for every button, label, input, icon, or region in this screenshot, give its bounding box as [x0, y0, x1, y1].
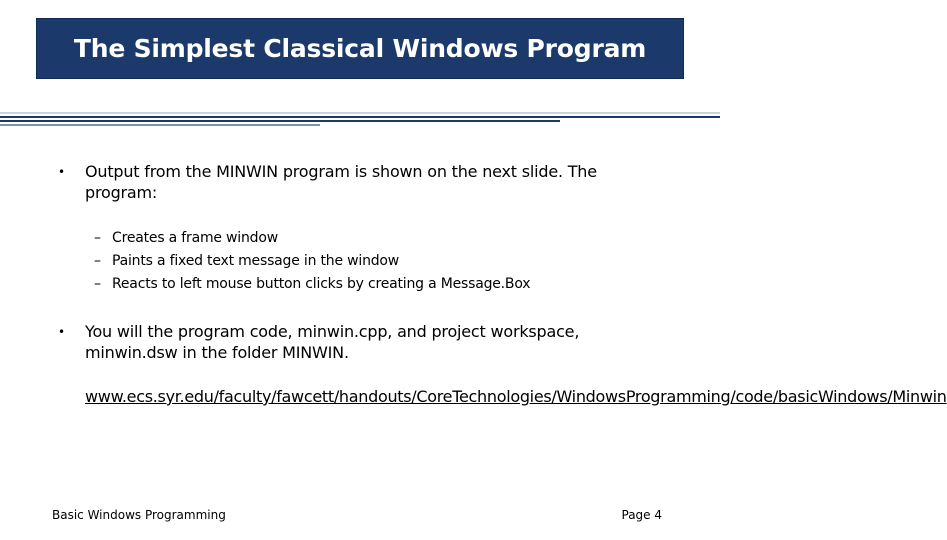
- dash-marker: –: [94, 276, 101, 292]
- rule-line: [0, 124, 320, 126]
- sub-item-text: Paints a fixed text message in the window: [112, 253, 400, 269]
- sub-item-text: Creates a frame window: [112, 230, 278, 246]
- page-number: Page 4: [621, 508, 662, 522]
- bullet-marker: •: [58, 165, 66, 179]
- sub-list-item: [94, 227, 654, 250]
- rule-line: [0, 120, 560, 122]
- folder-url-link[interactable]: www.ecs.syr.edu/faculty/fawcett/handouts/CoreTechnologies/WindowsProgramming/code/basicWindows/Minwin: [85, 387, 947, 406]
- slide-title: The Simplest Classical Windows Program: [73, 34, 647, 63]
- sub-item-text: Reacts to left mouse button clicks by creating a Message.Box: [112, 276, 531, 292]
- sub-list-item: [94, 273, 654, 296]
- rule-line: [0, 116, 720, 118]
- sub-list-item: [94, 250, 654, 273]
- bullet-marker: •: [58, 325, 66, 339]
- decorative-rule-lines: [0, 112, 720, 128]
- sub-list: [94, 227, 654, 296]
- dash-marker: –: [94, 253, 101, 269]
- rule-line: [0, 112, 720, 114]
- footer-title: Basic Windows Programming: [52, 508, 226, 522]
- bullet-text: Output from the MINWIN program is shown on the next slide. The program:: [85, 162, 597, 202]
- bullet-text: You will the program code, minwin.cpp, and project workspace, minwin.dsw in the folder MINWIN.: [85, 322, 580, 362]
- dash-marker: –: [94, 230, 101, 246]
- slide-title-bar: [36, 18, 684, 79]
